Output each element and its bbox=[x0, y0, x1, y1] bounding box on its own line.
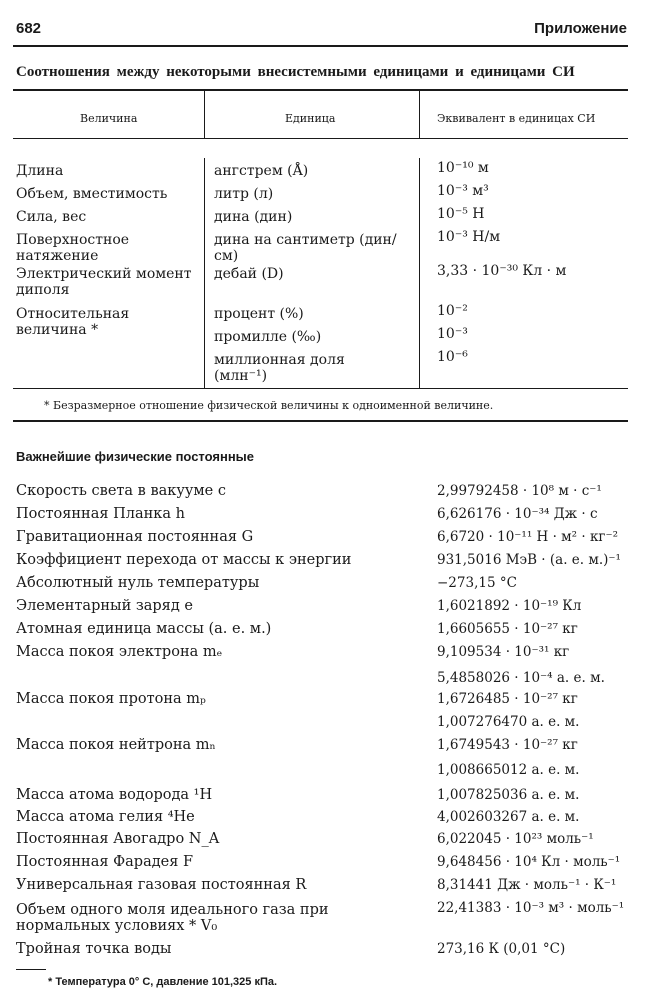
constant-name: Абсолютный нуль температуры bbox=[16, 575, 260, 591]
column-divider-1-body bbox=[204, 158, 205, 388]
row-quantity: Объем, вместимость bbox=[16, 186, 168, 202]
constant-name: Масса покоя электрона mₑ bbox=[16, 644, 223, 660]
column-header-quantity: Величина bbox=[80, 112, 138, 125]
constant-value: 1,007825036 а. е. м. bbox=[437, 787, 580, 803]
row-quantity: Сила, вес bbox=[16, 209, 87, 225]
row-unit: дебай (D) bbox=[214, 266, 284, 282]
row-unit: ангстрем (Å) bbox=[214, 163, 309, 179]
constant-value: 1,008665012 а. е. м. bbox=[437, 762, 580, 778]
constant-value: 5,4858026 · 10⁻⁴ а. е. м. bbox=[437, 670, 605, 686]
constant-value: 1,007276470 а. е. м. bbox=[437, 714, 580, 730]
row-quantity: Поверхностное натяжение bbox=[16, 232, 130, 264]
constant-value: 931,5016 МэВ · (а. е. м.)⁻¹ bbox=[437, 552, 621, 568]
header-rule bbox=[13, 45, 628, 47]
constant-name: Масса атома гелия ⁴He bbox=[16, 809, 195, 825]
constant-name: Постоянная Авогадро N_A bbox=[16, 831, 220, 847]
row-unit: дина (дин) bbox=[214, 209, 293, 225]
constant-name: Объем одного моля идеального газа при нормальных условиях * V₀ bbox=[16, 902, 329, 934]
row-unit: дина на сантиметр (дин/см) bbox=[214, 232, 397, 264]
constant-value: 1,6749543 · 10⁻²⁷ кг bbox=[437, 737, 578, 753]
column-header-unit: Единица bbox=[285, 112, 336, 125]
constant-name: Гравитационная постоянная G bbox=[16, 529, 254, 545]
constant-name: Скорость света в вакууме c bbox=[16, 483, 226, 499]
units-footnote: * Безразмерное отношение физической величины к одноименной величине. bbox=[44, 399, 494, 412]
constant-name: Масса атома водорода ¹H bbox=[16, 787, 213, 803]
constant-name: Тройная точка воды bbox=[16, 941, 172, 957]
constants-title: Важнейшие физические постоянные bbox=[16, 449, 255, 464]
constant-name: Атомная единица массы (а. е. м.) bbox=[16, 621, 272, 637]
constant-value: 1,6605655 · 10⁻²⁷ кг bbox=[437, 621, 578, 637]
constant-name: Универсальная газовая постоянная R bbox=[16, 877, 307, 893]
constants-footnote: * Температура 0° С, давление 101,325 кПа. bbox=[48, 976, 278, 988]
row-equivalent: 10⁻⁵ Н bbox=[437, 206, 485, 222]
column-divider-1 bbox=[204, 91, 205, 138]
constant-name: Масса покоя нейтрона mₙ bbox=[16, 737, 216, 753]
row-equivalent: 10⁻¹⁰ м bbox=[437, 160, 489, 176]
row-equivalent: 10⁻² bbox=[437, 303, 468, 319]
constant-value: 8,31441 Дж · моль⁻¹ · К⁻¹ bbox=[437, 877, 617, 893]
constant-name: Коэффициент перехода от массы к энергии bbox=[16, 552, 352, 568]
constant-value: 1,6726485 · 10⁻²⁷ кг bbox=[437, 691, 578, 707]
constant-value: 9,648456 · 10⁴ Кл · моль⁻¹ bbox=[437, 854, 621, 870]
row-unit: процент (%) bbox=[214, 306, 304, 322]
table-body-bottom-rule bbox=[13, 388, 628, 389]
constant-value: 9,109534 · 10⁻³¹ кг bbox=[437, 644, 570, 660]
constant-value: 6,6720 · 10⁻¹¹ Н · м² · кг⁻² bbox=[437, 529, 619, 545]
constant-value: 6,626176 · 10⁻³⁴ Дж · с bbox=[437, 506, 598, 522]
constant-value: 22,41383 · 10⁻³ м³ · моль⁻¹ bbox=[437, 900, 625, 916]
footnote-rule bbox=[16, 969, 46, 970]
constant-value: 273,16 К (0,01 °С) bbox=[437, 941, 566, 957]
row-equivalent: 10⁻³ Н/м bbox=[437, 229, 501, 245]
row-quantity: Длина bbox=[16, 163, 64, 179]
constant-name: Масса покоя протона mₚ bbox=[16, 691, 206, 707]
constant-name: Постоянная Фарадея F bbox=[16, 854, 194, 870]
column-header-equivalent: Эквивалент в единицах СИ bbox=[437, 112, 596, 125]
page-number: 682 bbox=[16, 20, 42, 37]
constant-name: Постоянная Планка h bbox=[16, 506, 185, 522]
row-equivalent: 3,33 · 10⁻³⁰ Кл · м bbox=[437, 263, 567, 279]
units-table-title: Соотношения между некоторыми внесистемными единицами и единицами СИ bbox=[16, 64, 575, 80]
constant-value: 1,6021892 · 10⁻¹⁹ Кл bbox=[437, 598, 582, 614]
column-divider-2-body bbox=[419, 158, 420, 388]
row-equivalent: 10⁻³ м³ bbox=[437, 183, 489, 199]
table-top-rule bbox=[13, 89, 628, 91]
row-quantity: Относительная величина * bbox=[16, 306, 130, 338]
constant-value: 6,022045 · 10²³ моль⁻¹ bbox=[437, 831, 594, 847]
constant-value: −273,15 °С bbox=[437, 575, 517, 591]
section-title: Приложение bbox=[534, 20, 627, 37]
row-equivalent: 10⁻⁶ bbox=[437, 349, 468, 365]
constant-value: 4,002603267 а. е. м. bbox=[437, 809, 580, 825]
constant-name: Элементарный заряд e bbox=[16, 598, 193, 614]
row-unit: промилле (‰) bbox=[214, 329, 322, 345]
row-unit: миллионная доля (млн⁻¹) bbox=[214, 352, 345, 384]
row-unit: литр (л) bbox=[214, 186, 274, 202]
row-equivalent: 10⁻³ bbox=[437, 326, 468, 342]
column-divider-2 bbox=[419, 91, 420, 138]
header-bottom-rule bbox=[13, 138, 628, 139]
constant-value: 2,99792458 · 10⁸ м · с⁻¹ bbox=[437, 483, 602, 499]
row-quantity: Электрический момент диполя bbox=[16, 266, 192, 298]
table-bottom-rule bbox=[13, 420, 628, 422]
